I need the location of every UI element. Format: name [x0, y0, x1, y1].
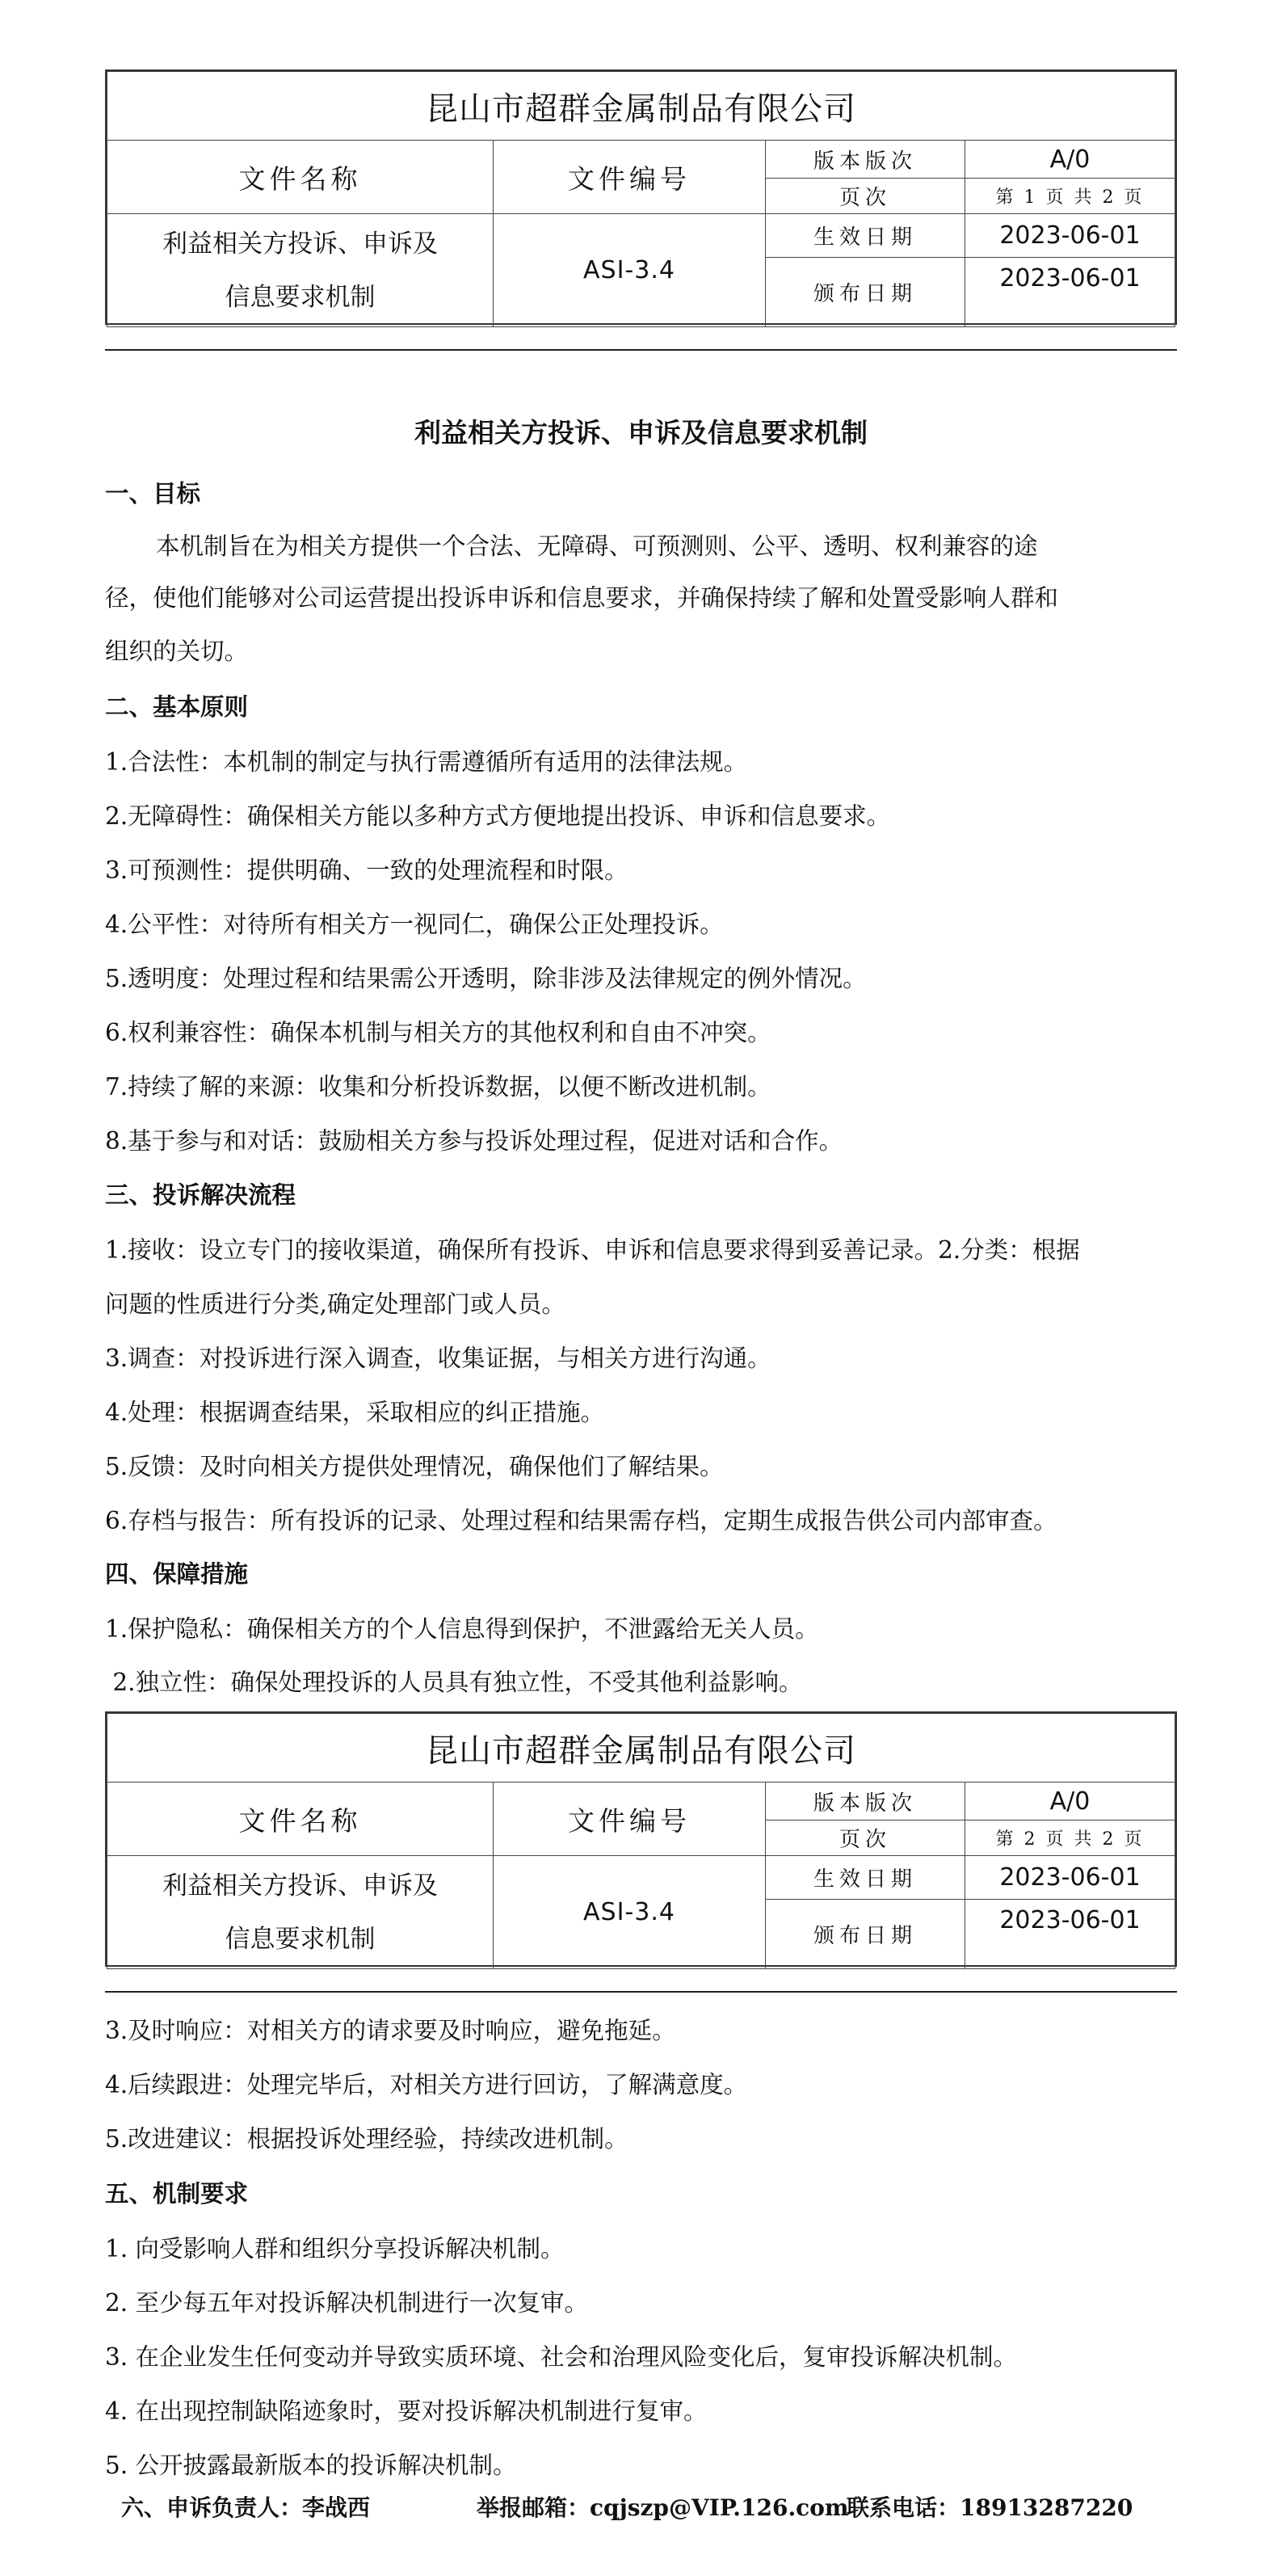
file-code-label: 文件编号	[494, 1783, 766, 1856]
title-line-2: 信息要求机制	[225, 1924, 376, 1954]
list-item: 3.可预测性：提供明确、一致的处理流程和时限。	[105, 857, 628, 884]
version-value: A/0	[965, 141, 1175, 179]
version-value: A/0	[965, 1783, 1175, 1820]
paragraph-line: 径，使他们能够对公司运营提出投诉申诉和信息要求，并确保持续了解和处置受影响人群和	[105, 584, 1059, 612]
file-name-label: 文件名称	[107, 1783, 494, 1856]
list-item: 4. 在出现控制缺陷迹象时，要对投诉解决机制进行复审。	[105, 2397, 708, 2425]
document-header-page-2	[105, 1711, 1177, 1967]
company-name: 昆山市超群金属制品有限公司	[107, 1714, 1175, 1783]
publish-date-label: 颁布日期	[766, 1900, 965, 1969]
title-line-2: 信息要求机制	[225, 282, 376, 312]
effective-date: 2023-06-01	[965, 1856, 1175, 1900]
document-title-cell	[107, 1856, 494, 1969]
section-heading: 一、目标	[105, 479, 201, 507]
list-item: 8.基于参与和对话：鼓励相关方参与投诉处理过程，促进对话和合作。	[105, 1127, 843, 1155]
list-item: 3.调查：对投诉进行深入调查，收集证据，与相关方进行沟通。	[105, 1345, 771, 1372]
complaint-responsible: 六、申诉负责人：李战西	[121, 2494, 371, 2521]
document-header-page-1	[105, 69, 1177, 325]
report-email: 举报邮箱：cqjszp@VIP.126.com	[477, 2494, 849, 2521]
effective-date-label: 生效日期	[766, 1856, 965, 1900]
list-item: 3.及时响应：对相关方的请求要及时响应，避免拖延。	[105, 2017, 676, 2044]
list-item: 2. 至少每五年对投诉解决机制进行一次复审。	[105, 2289, 589, 2317]
header-divider-line	[105, 1991, 1177, 1993]
title-line-1: 利益相关方投诉、申诉及	[162, 1871, 438, 1900]
effective-date-label: 生效日期	[766, 214, 965, 258]
version-label: 版本版次	[766, 1783, 965, 1820]
list-item: 6.存档与报告：所有投诉的记录、处理过程和结果需存档，定期生成报告供公司内部审查。	[105, 1507, 1057, 1534]
paragraph-line: 本机制旨在为相关方提供一个合法、无障碍、可预测则、公平、透明、权利兼容的途	[156, 532, 1038, 560]
page-label: 页次	[766, 1820, 965, 1856]
list-item: 7.持续了解的来源：收集和分析投诉数据，以便不断改进机制。	[105, 1073, 771, 1101]
list-item: 1.保护隐私：确保相关方的个人信息得到保护，不泄露给无关人员。	[105, 1615, 819, 1643]
paragraph-line: 组织的关切。	[105, 638, 249, 665]
list-item: 5.透明度：处理过程和结果需公开透明，除非涉及法律规定的例外情况。	[105, 965, 867, 992]
section-heading: 三、投诉解决流程	[105, 1181, 296, 1209]
publish-date-label: 颁布日期	[766, 258, 965, 327]
page-label: 页次	[766, 179, 965, 214]
list-item: 5.反馈：及时向相关方提供处理情况，确保他们了解结果。	[105, 1453, 724, 1480]
list-item: 问题的性质进行分类,确定处理部门或人员。	[105, 1290, 565, 1318]
list-item: 1. 向受影响人群和组织分享投诉解决机制。	[105, 2235, 565, 2262]
version-label: 版本版次	[766, 141, 965, 179]
file-code-label: 文件编号	[494, 141, 766, 214]
list-item: 4.处理：根据调查结果，采取相应的纠正措施。	[105, 1399, 605, 1426]
contact-phone: 联系电话：18913287220	[847, 2494, 1133, 2521]
file-name-label: 文件名称	[107, 141, 494, 214]
list-item: 5.改进建议：根据投诉处理经验，持续改进机制。	[105, 2125, 628, 2153]
list-item: 2.无障碍性：确保相关方能以多种方式方便地提出投诉、申诉和信息要求。	[105, 802, 891, 830]
list-item: 5. 公开披露最新版本的投诉解决机制。	[105, 2452, 517, 2479]
document-code: ASI-3.4	[494, 214, 766, 327]
effective-date: 2023-06-01	[965, 214, 1175, 258]
document-code: ASI-3.4	[494, 1856, 766, 1969]
list-item: 4.公平性：对待所有相关方一视同仁，确保公正处理投诉。	[105, 911, 724, 938]
company-name: 昆山市超群金属制品有限公司	[107, 72, 1175, 141]
section-heading: 二、基本原则	[105, 692, 249, 721]
list-item: 3. 在企业发生任何变动并导致实质环境、社会和治理风险变化后，复审投诉解决机制。	[105, 2343, 1018, 2371]
section-heading: 四、保障措施	[105, 1559, 249, 1588]
list-item: 6.权利兼容性：确保本机制与相关方的其他权利和自由不冲突。	[105, 1019, 771, 1046]
list-item: 1.接收：设立专门的接收渠道，确保所有投诉、申诉和信息要求得到妥善记录。2.分类：根据	[105, 1236, 1080, 1264]
list-item: 4.后续跟进：处理完毕后，对相关方进行回访，了解满意度。	[105, 2071, 748, 2098]
publish-date: 2023-06-01	[965, 258, 1175, 327]
publish-date: 2023-06-01	[965, 1900, 1175, 1969]
document-title: 利益相关方投诉、申诉及信息要求机制	[414, 417, 868, 448]
page-number: 第 1 页 共 2 页	[965, 179, 1175, 214]
complaint-contact-line	[121, 2490, 1133, 2523]
page-number: 第 2 页 共 2 页	[965, 1820, 1175, 1856]
list-item: 2.独立性：确保处理投诉的人员具有独立性，不受其他利益影响。	[105, 1669, 803, 1696]
title-line-1: 利益相关方投诉、申诉及	[162, 229, 438, 259]
header-divider-line	[105, 349, 1177, 351]
list-item: 1.合法性：本机制的制定与执行需遵循所有适用的法律法规。	[105, 748, 748, 776]
section-heading: 五、机制要求	[105, 2179, 249, 2208]
document-title-cell	[107, 214, 494, 327]
